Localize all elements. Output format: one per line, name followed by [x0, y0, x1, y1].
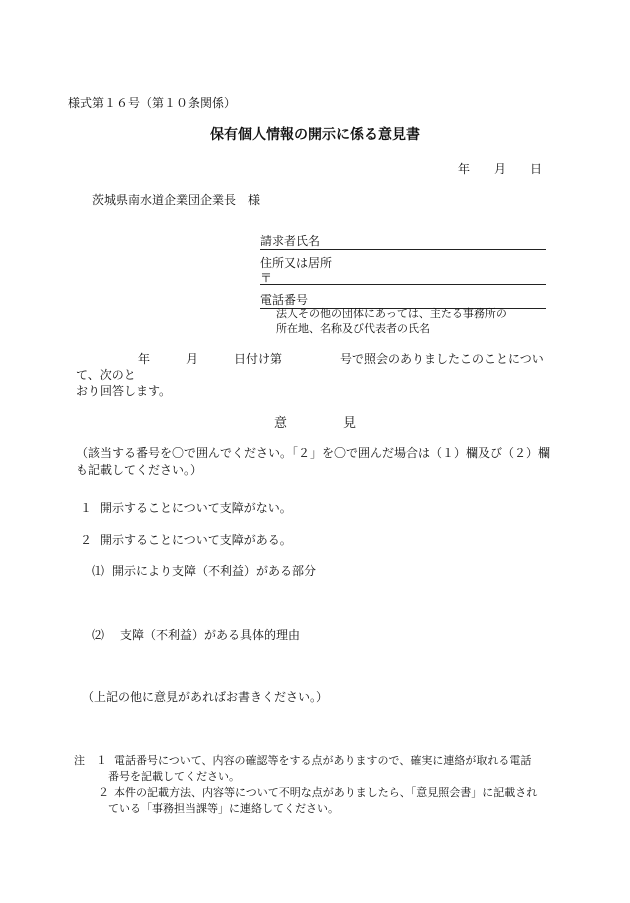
notes-block: [74, 753, 554, 817]
reference-year-label: 年: [138, 352, 151, 366]
opinion-heading-right: 見: [343, 416, 357, 431]
opinion-heading-left: 意: [273, 416, 287, 431]
note-2-row2: [74, 801, 554, 817]
note-1-line2: 番号を記載してください。: [108, 770, 240, 783]
sub-item-1-text: 開示により支障（不利益）がある部分: [112, 564, 317, 578]
option-1[interactable]: [80, 500, 292, 516]
reference-year-blank[interactable]: [138, 351, 186, 367]
reference-sentence-part1: 号で照会のありましたこのことについて、次のと: [76, 352, 544, 382]
reference-sentence-part2: おり回答します。: [76, 384, 172, 398]
note-2-row1: [74, 785, 554, 801]
requester-address-field[interactable]: [260, 270, 546, 285]
reference-date-prefix: 日付け第: [234, 352, 283, 366]
reference-date-prefix-wrap: [234, 351, 296, 367]
sub-item-2: [92, 627, 300, 643]
option-1-number: １: [80, 501, 93, 515]
addressee: 茨城県南水道企業団企業長 様: [92, 193, 261, 207]
requester-name-field[interactable]: [260, 233, 546, 250]
note-1-row1: [74, 753, 554, 769]
opinion-instruction: [76, 445, 552, 479]
other-opinion-prompt: （上記の他に意見があればお書きください。）: [82, 690, 329, 704]
date-day: 日: [530, 162, 543, 176]
note-1-row2: [74, 769, 554, 785]
option-2-text: 開示することについて支障がある。: [100, 533, 292, 547]
note-1-number: １: [96, 754, 107, 767]
opinion-heading: [0, 415, 630, 432]
requester-name-label: 請求者氏名: [260, 234, 321, 248]
notes-label: 注: [74, 754, 85, 767]
option-2-number: ２: [80, 533, 93, 547]
sub-item-1: [92, 563, 316, 579]
sub-item-1-number: ⑴: [92, 564, 105, 578]
date-year: 年: [458, 162, 471, 176]
note-2-line1: 本件の記載方法、内容等について不明な点がありましたら、「意見照会書」に記載され: [114, 786, 538, 799]
instruction-line2: も記載してください。）: [76, 463, 203, 477]
corporate-note-line2: 所在地、名称及び代表者の氏名: [276, 322, 430, 335]
page-title: 保有個人情報の開示に係る意見書: [210, 127, 420, 143]
reference-month-blank[interactable]: [186, 351, 234, 367]
postal-mark: 〒: [260, 271, 273, 285]
reference-paragraph: [76, 351, 552, 399]
date-month: 月: [494, 162, 507, 176]
reference-month-label: 月: [186, 352, 199, 366]
sub-item-2-text: 支障（不利益）がある具体的理由: [120, 628, 301, 642]
corporate-note-line1: 法人その他の団体にあっては、主たる事務所の: [276, 307, 507, 320]
form-id: 様式第１６号（第１０条関係）: [68, 96, 237, 110]
date-line: [458, 161, 542, 177]
note-2-line2: ている「事務担当課等」に連絡してください。: [108, 802, 339, 815]
option-1-text: 開示することについて支障がない。: [100, 501, 292, 515]
requester-phone-label: 電話番号: [260, 293, 309, 307]
sub-item-2-number: ⑵: [92, 628, 105, 642]
note-2-number: ２: [98, 786, 109, 799]
requester-address-label: 住所又は居所: [260, 256, 333, 270]
option-2[interactable]: [80, 532, 292, 548]
note-1-line1: 電話番号について、内容の確認等をする点がありますので、確実に連絡が取れる電話: [114, 754, 532, 767]
instruction-line1: （該当する番号を〇で囲んでください。「２」を〇で囲んだ場合は（１）欄及び（２）欄: [76, 446, 551, 460]
